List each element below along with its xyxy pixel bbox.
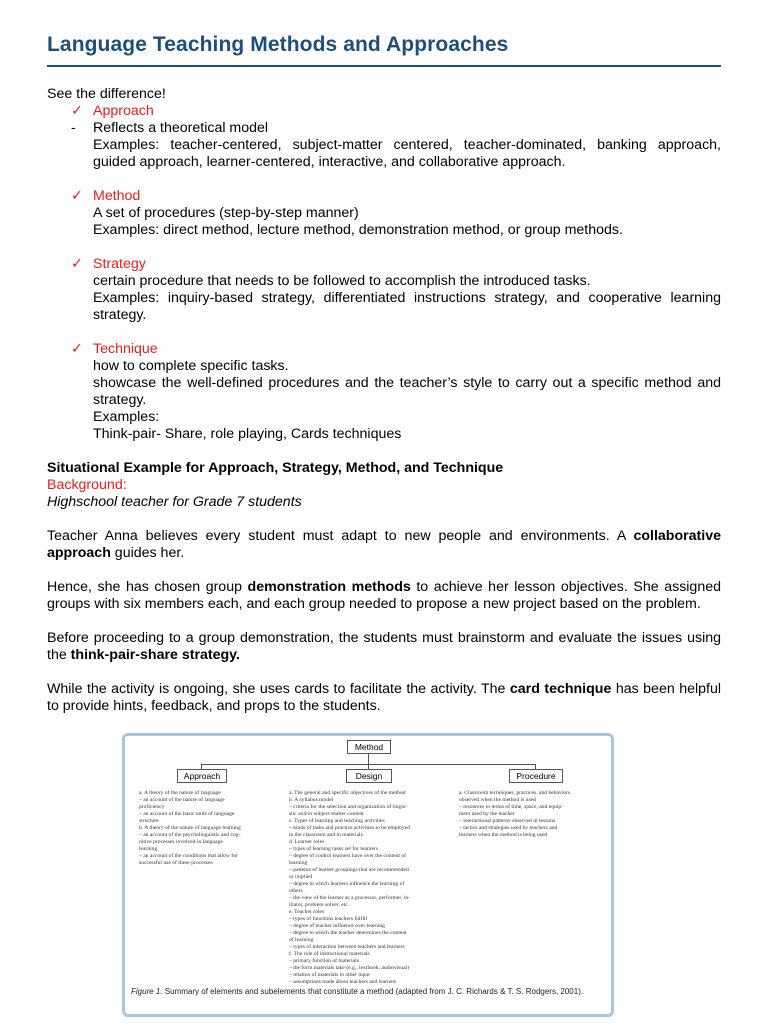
diagram-detail-line: proficiency	[139, 804, 165, 810]
diagram-detail-line: – types of interaction between teachers and learners	[289, 944, 405, 950]
diagram-detail-line: a. Classroom techniques, practices, and behaviors	[459, 790, 571, 796]
diagram-detail-line: – degree of control learners have over the content of	[289, 853, 406, 859]
main-content	[47, 86, 721, 715]
caption-text: Summary of elements and subelements that constitute a method (adapted from J. C. Richards & T. S. Rodgers, 2001).	[162, 987, 584, 996]
diagram-detail-line: – tactics and strategies used by teachers and	[459, 825, 558, 831]
term-line: Examples: teacher-centered, subject-matter centered, teacher-dominated, banking approach, guided approach, learner-centered, interactive, and collaborative approach.	[93, 137, 721, 170]
diagram-detail-line: of learning	[289, 937, 314, 943]
diagram-detail-line: – resources in terms of time, space, and equip-	[459, 804, 564, 810]
paragraph-bold: demonstration methods	[247, 579, 411, 595]
diagram-detail-line: a. A theory of the nature of language	[139, 790, 221, 796]
intro-text: See the difference!	[47, 86, 166, 102]
diagram-detail-line: – criteria for the selection and organization of lingui-	[289, 804, 408, 810]
diagram-detail-line: – assumptions made about teachers and learners	[289, 979, 397, 985]
page-title: Language Teaching Methods and Approaches	[47, 33, 509, 56]
title-divider	[47, 65, 721, 67]
dash-bullet-icon: -	[71, 120, 76, 136]
design-details	[289, 790, 459, 986]
diagram-detail-line: – primary function of materials	[289, 958, 359, 964]
term-name: Technique	[93, 341, 158, 357]
background-label: Background:	[47, 477, 127, 493]
diagram-detail-line: f. The role of instructional materials	[289, 951, 370, 957]
term-line: Reflects a theoretical model	[93, 120, 269, 136]
diagram-detail-line: – relation of materials to other input	[289, 972, 370, 978]
paragraph-bold: card technique	[509, 681, 612, 697]
diagram-detail-line: nitive processes involved in language	[139, 839, 223, 845]
term-method	[47, 188, 721, 205]
paragraph-text: Hence, she has chosen group	[47, 579, 248, 595]
diagram-detail-line: successful use of these processes	[139, 860, 213, 866]
diagram-detail-line: – kinds of tasks and practice activities to be employed	[289, 825, 411, 831]
paragraph-text: While the activity is ongoing, she uses cards to facilitate the activity. The	[47, 681, 510, 697]
check-icon: ✓	[71, 341, 83, 357]
paragraph-text: Before proceeding to a group demonstration, the students must brainstorm and evaluate the issues using the	[47, 630, 721, 663]
diagram-detail-line: b. A theory of the nature of language learning	[139, 825, 241, 831]
technique-examples-label	[47, 409, 721, 426]
technique-examples	[47, 426, 721, 443]
diagram-detail-line: learning	[289, 860, 308, 866]
term-line: A set of procedures (step-by-step manner)	[93, 205, 359, 221]
strategy-definition	[47, 273, 721, 290]
paragraph-text: guides her.	[110, 545, 185, 561]
diagram-detail-line: e. Teacher roles	[289, 909, 325, 915]
term-line: showcase the well-defined procedures and the teacher’s style to carry out a specific method and strategy.	[93, 375, 721, 408]
diagram-detail-line: – an account of the psycholinguistic and cog-	[139, 832, 241, 838]
diagram-connector	[368, 754, 369, 764]
diagram-detail-line: – degree to which learners influence the learning of	[289, 881, 405, 887]
diagram-detail-line: – an account of the basic units of language	[139, 811, 235, 817]
procedure-details	[459, 790, 609, 839]
approach-examples	[47, 137, 721, 171]
diagram-detail-line: b. A syllabus model	[289, 797, 334, 803]
diagram-detail-line: – the form materials take (e.g., textbook, audiovisual)	[289, 965, 410, 971]
strategy-examples	[47, 290, 721, 324]
figure-caption	[131, 987, 601, 997]
paragraph-approach	[47, 528, 721, 562]
term-name: Approach	[93, 103, 154, 119]
diagram-detail-line: – an account of the nature of language	[139, 797, 225, 803]
diagram-detail-line: – interactional patterns observed in lessons	[459, 818, 556, 824]
diagram-detail-line: – degree to which the teacher determines the content	[289, 930, 407, 936]
background-text-italic: Highschool teacher for Grade 7 students	[47, 494, 302, 510]
paragraph-strategy	[47, 630, 721, 664]
diagram-detail-line: c. Types of learning and teaching activities	[289, 818, 385, 824]
term-line: Think-pair- Share, role playing, Cards techniques	[93, 426, 402, 442]
diagram-detail-line: ment used by the teacher	[459, 811, 515, 817]
diagram-detail-line: – types of functions teachers fulfill	[289, 916, 368, 922]
approach-definition	[47, 120, 721, 137]
diagram-detail-line: d. Learner roles	[289, 839, 325, 845]
term-line: Examples: direct method, lecture method, demonstration method, or group methods.	[93, 222, 623, 238]
diagram-node-approach: Approach	[177, 769, 227, 783]
diagram-detail-line: – degree of teacher influence over learning	[289, 923, 385, 929]
diagram-detail-line: in the classroom and in materials	[289, 832, 363, 838]
diagram-detail-line: a. The general and specific objectives of the method	[289, 790, 406, 796]
diagram-detail-line: learners when the method is being used	[459, 832, 548, 838]
diagram-detail-line: – types of learning tasks set for learners	[289, 846, 379, 852]
diagram-detail-line: itiator, problem solver, etc.	[289, 902, 350, 908]
paragraph-text: Teacher Anna believes every student must adapt to new people and environments. A	[47, 528, 634, 544]
caption-label: Figure 1.	[131, 987, 163, 996]
check-icon: ✓	[71, 256, 83, 272]
diagram-detail-line: learning	[139, 846, 158, 852]
technique-description	[47, 375, 721, 409]
paragraph-text: has been helpful to provide hints, feedback, and props to the students.	[47, 681, 722, 714]
diagram-detail-line: observed when the method is used	[459, 797, 536, 803]
term-technique	[47, 341, 721, 358]
term-line: how to complete specific tasks.	[93, 358, 289, 374]
diagram-detail-line: – the view of the learner as a processor, performer, in-	[289, 895, 411, 901]
technique-definition	[47, 358, 721, 375]
diagram-node-procedure: Procedure	[509, 769, 563, 783]
situational-heading	[47, 460, 721, 477]
term-name: Strategy	[93, 256, 146, 272]
term-line: certain procedure that needs to be followed to accomplish the introduced tasks.	[93, 273, 591, 289]
diagram-detail-line: others	[289, 888, 303, 894]
situational-heading-text: Situational Example for Approach, Strategy, Method, and Technique	[47, 460, 504, 476]
diagram-detail-line: – an account of the conditions that allow for	[139, 853, 238, 859]
diagram-detail-line: – patterns of learner groupings that are recommended	[289, 867, 409, 873]
approach-details	[139, 790, 289, 867]
background-text	[47, 494, 721, 511]
paragraph-bold: collaborative approach	[47, 528, 721, 561]
paragraph-bold: think-pair-share strategy.	[70, 647, 240, 663]
term-line: Examples:	[93, 409, 160, 425]
paragraph-text: to achieve her lesson objectives. She assigned groups with six members each, and each group needed to propose a new project based on the problem.	[47, 579, 721, 612]
paragraph-method	[47, 579, 721, 613]
method-examples	[47, 222, 721, 239]
method-diagram-figure	[122, 733, 614, 1017]
diagram-detail-line: or implied	[289, 874, 313, 880]
diagram-node-design: Design	[346, 769, 392, 783]
term-approach	[47, 103, 721, 120]
diagram-root-method: Method	[347, 740, 391, 754]
check-icon: ✓	[71, 188, 83, 204]
term-name: Method	[93, 188, 141, 204]
diagram-detail-line: structure	[139, 818, 159, 824]
paragraph-technique	[47, 681, 721, 715]
method-definition	[47, 205, 721, 222]
term-strategy	[47, 256, 721, 273]
term-line: Examples: inquiry-based strategy, differentiated instructions strategy, and cooperative learning strategy.	[93, 290, 721, 323]
diagram-detail-line: stic and/or subject-matter content	[289, 811, 364, 817]
check-icon: ✓	[71, 103, 83, 119]
